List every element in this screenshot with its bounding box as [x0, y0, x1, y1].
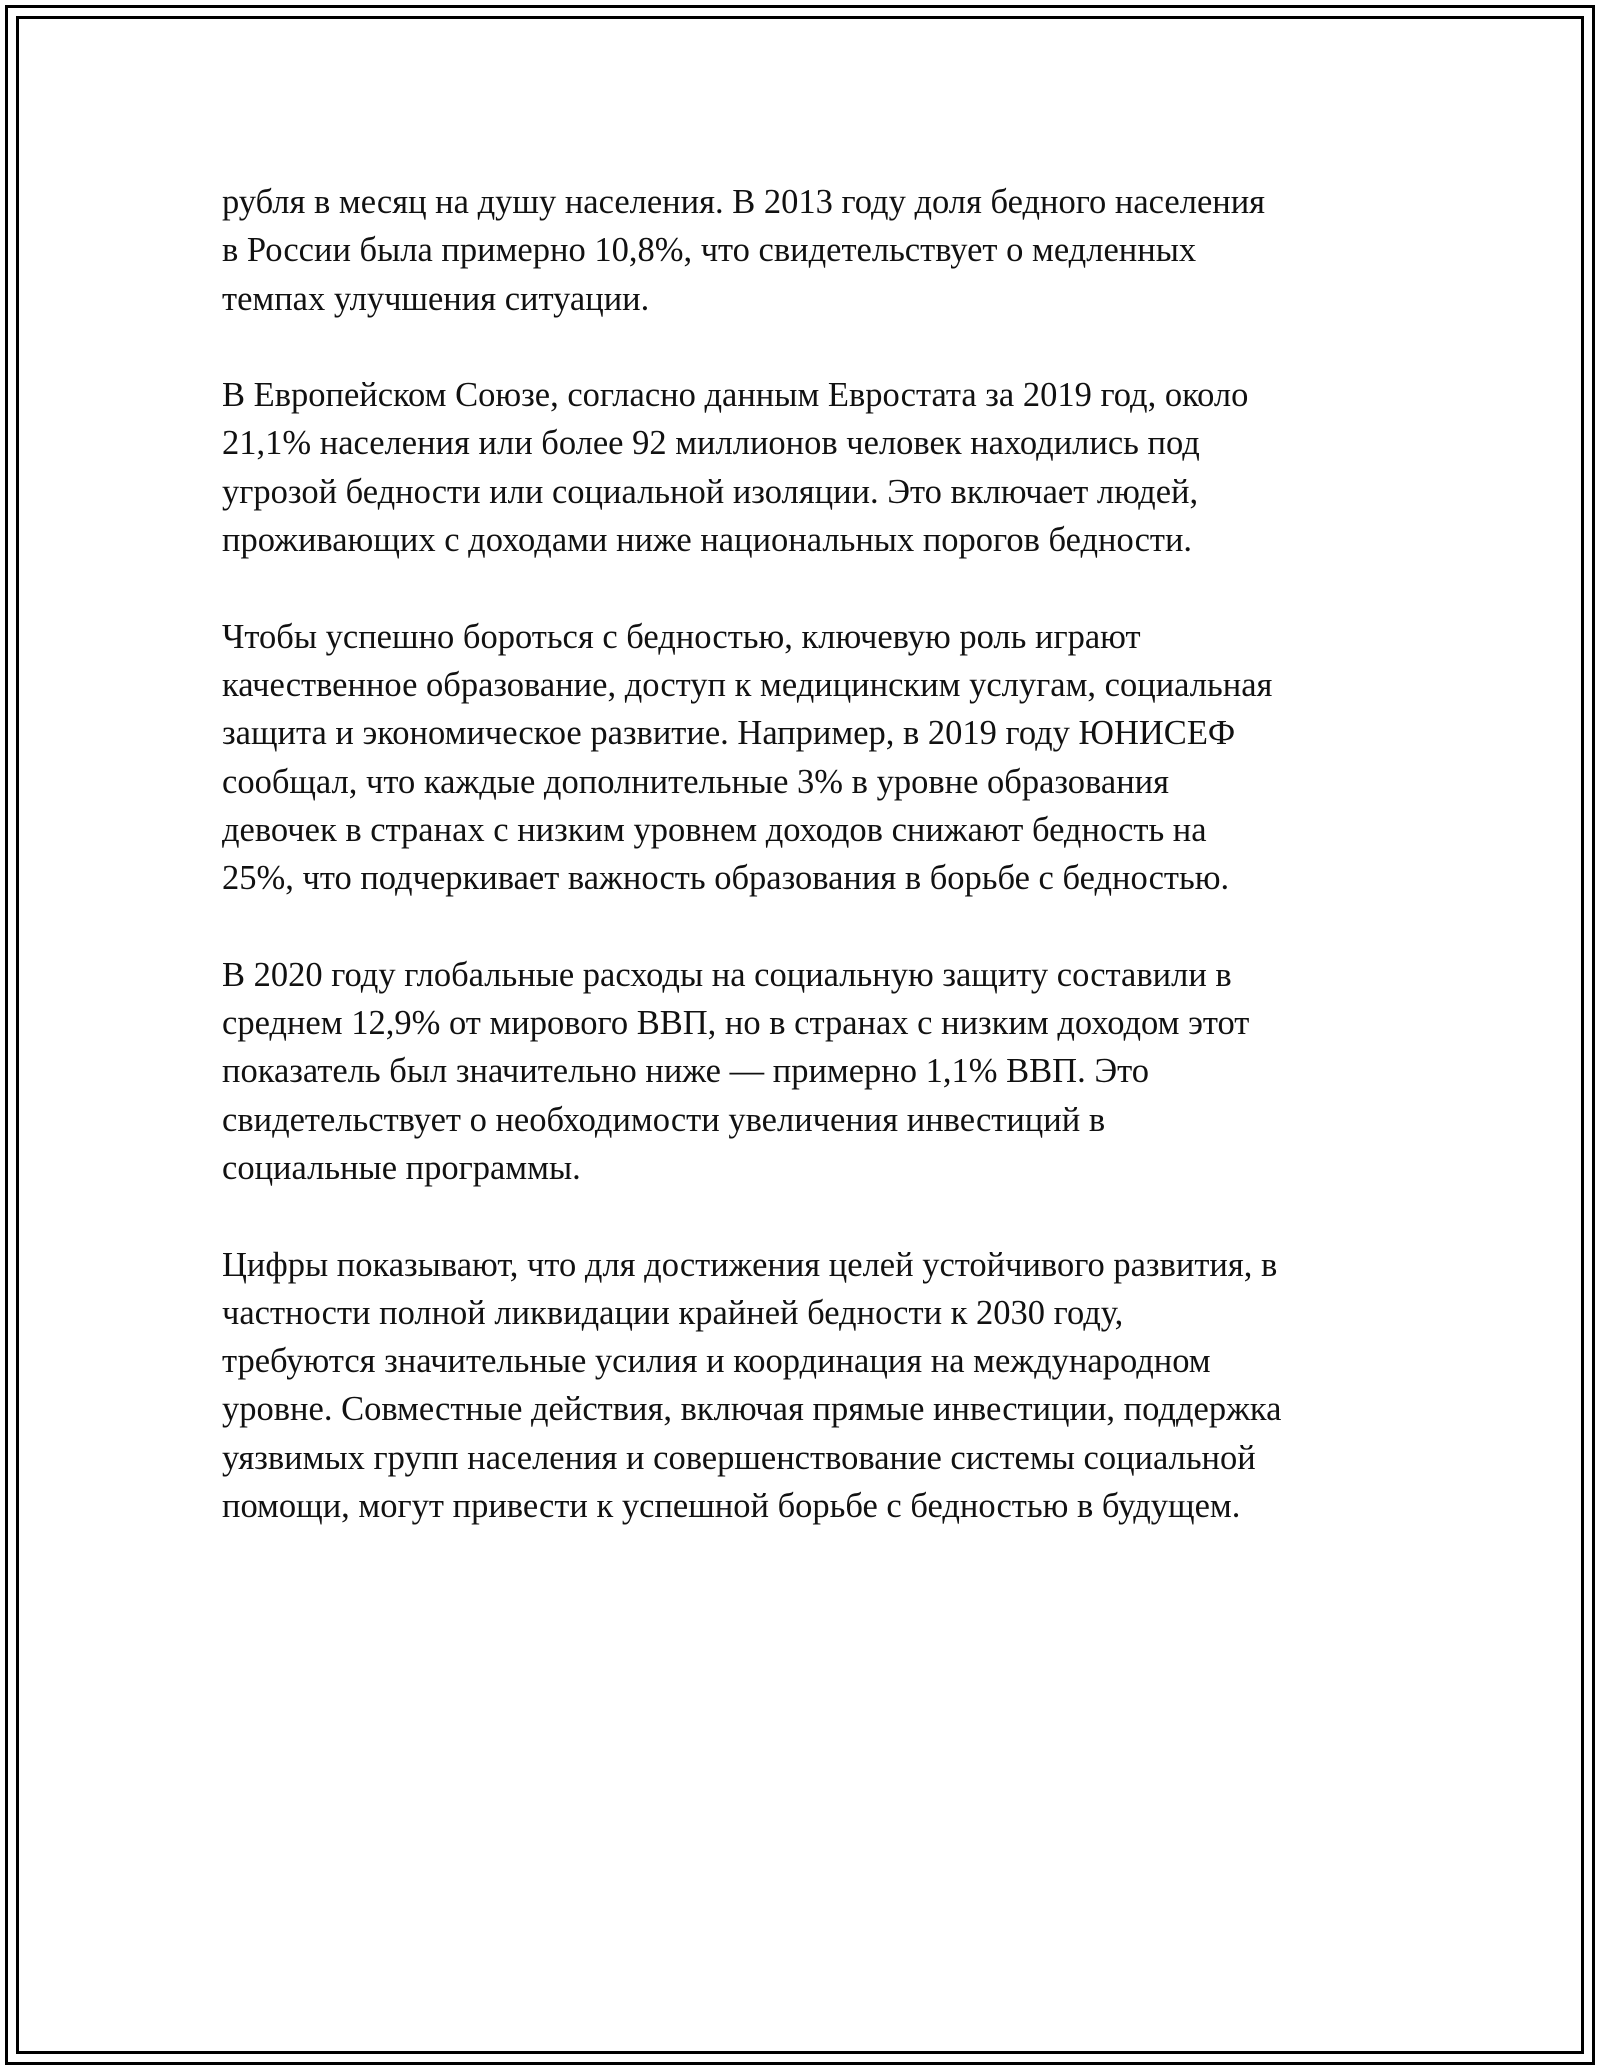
text-line: проживающих с доходами ниже национальных порогов бедности.: [222, 521, 1193, 560]
paragraph-2: [222, 371, 1372, 564]
text-line: свидетельствует о необходимости увеличения инвестиций в: [222, 1100, 1106, 1139]
text-line: Чтобы успешно бороться с бедностью, ключевую роль играют: [222, 617, 1141, 656]
text-line: темпах улучшения ситуации.: [222, 279, 650, 318]
text-line: 25%, что подчеркивает важность образования в борьбе с бедностью.: [222, 859, 1230, 898]
text-line: в России была примерно 10,8%, что свидетельствует о медленных: [222, 231, 1197, 270]
text-line: уязвимых групп населения и совершенствование системы социальной: [222, 1438, 1256, 1477]
text-line: 21,1% населения или более 92 миллионов человек находились под: [222, 424, 1200, 463]
paragraph-3: [222, 613, 1372, 903]
paragraph-4: [222, 951, 1372, 1192]
text-line: качественное образование, доступ к медицинским услугам, социальная: [222, 665, 1273, 704]
text-line: помощи, могут привести к успешной борьбе с бедностью в будущем.: [222, 1487, 1241, 1526]
text-line: Цифры показывают, что для достижения целей устойчивого развития, в: [222, 1245, 1278, 1284]
text-line: В Европейском Союзе, согласно данным Евростата за 2019 год, около: [222, 376, 1249, 415]
text-line: требуются значительные усилия и координация на международном: [222, 1342, 1211, 1381]
paragraph-1: [222, 178, 1372, 323]
text-line: частности полной ликвидации крайней бедности к 2030 году,: [222, 1293, 1124, 1332]
text-line: защита и экономическое развитие. Например, в 2019 году ЮНИСЕФ: [222, 714, 1236, 753]
text-line: сообщал, что каждые дополнительные 3% в уровне образования: [222, 762, 1169, 801]
text-line: В 2020 году глобальные расходы на социальную защиту составили в: [222, 955, 1232, 994]
text-line: уровне. Совместные действия, включая прямые инвестиции, поддержка: [222, 1390, 1282, 1429]
document-body: [222, 178, 1372, 1579]
paragraph-5: [222, 1241, 1372, 1531]
text-line: социальные программы.: [222, 1148, 581, 1187]
text-line: девочек в странах с низким уровнем доходов снижают бедность на: [222, 810, 1207, 849]
text-line: угрозой бедности или социальной изоляции. Это включает людей,: [222, 472, 1199, 511]
text-line: показатель был значительно ниже — примерно 1,1% ВВП. Это: [222, 1052, 1149, 1091]
text-line: рубля в месяц на душу населения. В 2013 году доля бедного населения: [222, 183, 1266, 221]
text-line: среднем 12,9% от мирового ВВП, но в странах с низким доходом этот: [222, 1004, 1250, 1043]
